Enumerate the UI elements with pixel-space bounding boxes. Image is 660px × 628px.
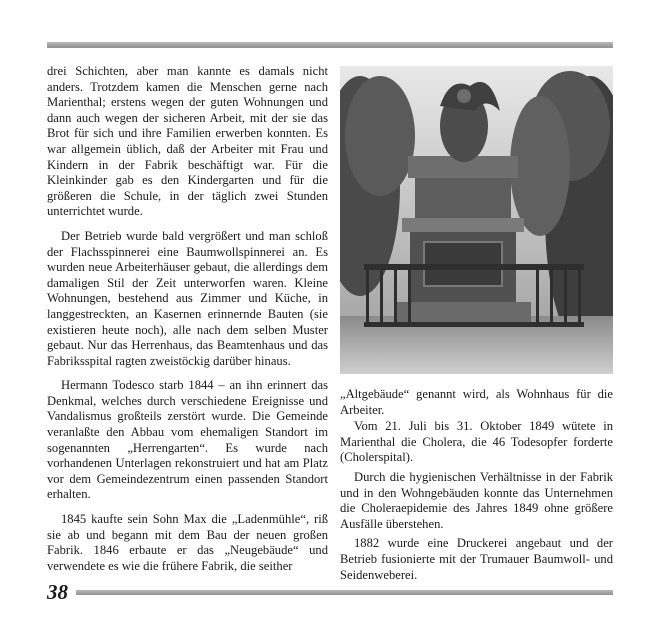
page-number: 38 xyxy=(47,580,68,604)
right-text-column xyxy=(340,387,613,584)
paragraph: Vom 21. Juli bis 31. Oktober 1849 wütete in Marienthal die Cholera, die 46 Todesopfer forderte (Cholerspital). xyxy=(340,419,613,465)
paragraph: Hermann Todesco starb 1844 – an ihn erinnert das Denkmal, welches durch verschiedene Ereignisse und Vandalismus großteils zerstört wurde. Die Gemeinde veranlaßte den Abbau vom ehemaligen Standort im sogenannten „Herrengarten“. Es wurde nach vorhandenen Unterlagen rekonstruiert und hat am Platz vor dem Gemeindezentrum einen passenden Standort erhalten. xyxy=(47,378,328,502)
header-rule xyxy=(47,42,613,48)
paragraph: drei Schichten, aber man kannte es damals nicht anders. Trotzdem kamen die Menschen gerne nach Marienthal; erstens wegen der guten Wohnungen und dann auch wegen der sicheren Arbeit, mit der sie das Brot für sich und ihre Familien erwerben konnten. Es war allgemein üblich, daß der Arbeiter mit Frau und Kindern in der Fabrik beschäftigt war. Für die Kleinkinder gab es den Kindergarten und für die größeren die Schule, in der täglich zwei Stunden unterrichtet wurde. xyxy=(47,64,328,219)
monument-illustration xyxy=(340,66,613,374)
paragraph: „Altgebäude“ genannt wird, als Wohnhaus für die Arbeiter. xyxy=(340,387,613,417)
monument-photo xyxy=(340,66,613,374)
paragraph: Der Betrieb wurde bald vergrößert und man schloß der Flachsspinnerei eine Baumwollspinnerei an. Es wurden neue Arbeiterhäuser gebaut, die allerdings dem damaligen Stil der Zeit unterworfen waren. Kleine Wohnungen, bestehend aus Zimmer und Küche, in langgestreckten, an Kasernen erinnernde Bauten (sie existieren heute noch), alle nach dem selben Muster gebaut. Nur das Herrenhaus, das Beamtenhaus und das Fabriksspital ragten zweistöckig darüber hinaus. xyxy=(47,228,328,368)
paragraph: 1882 wurde eine Druckerei angebaut und der Betrieb fusionierte mit der Trumauer Baumwoll- und Seidenweberei. xyxy=(340,536,613,582)
footer-rule xyxy=(76,590,613,595)
paragraph: Durch die hygienischen Verhältnisse in der Fabrik und in den Wohngebäuden konnte das Unternehmen die Choleraepidemie des Jahres 1849 ohne größere Ausfälle überstehen. xyxy=(340,469,613,531)
paragraph: 1845 kaufte sein Sohn Max die „Ladenmühle“, riß sie ab und begann mit dem Bau der neuen großen Fabrik. 1846 erbaute er das „Neugebäude“ und verwendete es wie die frühere Fabrik, die seither xyxy=(47,512,328,573)
left-text-column xyxy=(47,64,328,583)
